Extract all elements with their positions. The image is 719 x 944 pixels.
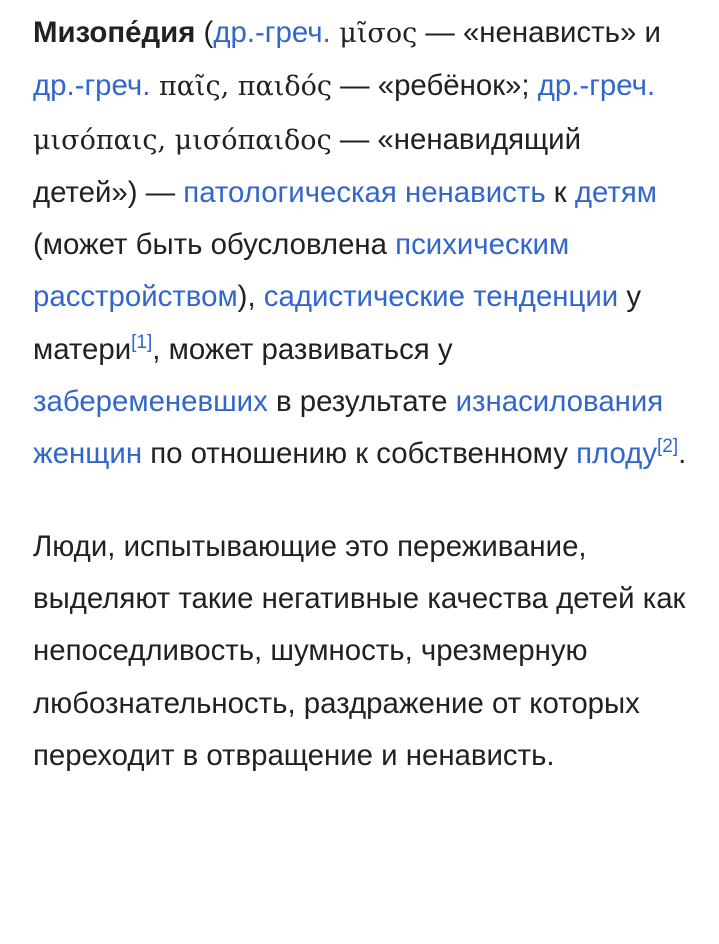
article-paragraph-description: Люди, испытывающие это переживание, выделяют такие негативные качества детей как непоседливость, шумность, чрезмерную любознательность, раздражение от которых переходит в отвращение и ненависть. xyxy=(33,529,686,772)
reference-link-1[interactable] xyxy=(131,332,152,353)
article-paragraph-definition xyxy=(33,7,693,481)
text-fragment: — «ребёнок»; xyxy=(332,69,538,103)
text-fragment: ( xyxy=(195,16,214,49)
greek-word-misos: μῖσος xyxy=(330,18,418,49)
link-ancient-greek-1[interactable]: др.-греч. xyxy=(213,16,331,49)
reference-link-2[interactable] xyxy=(657,436,678,457)
text-fragment: ), xyxy=(237,280,264,314)
greek-word-pais: παῖς, παιδός xyxy=(150,71,333,103)
text-fragment: у матери xyxy=(33,280,642,366)
text-fragment: — «ненавидящий детей») — xyxy=(33,122,582,209)
link-sadistic-tendencies[interactable]: садистические тенденции xyxy=(263,280,619,314)
greek-word-misopais: μισόπαις, μισόπαιδος xyxy=(33,124,332,156)
text-fragment: . xyxy=(678,437,687,471)
reference-2-label[interactable]: [2] xyxy=(657,436,679,458)
text-fragment: — «ненависть» и xyxy=(417,16,661,49)
text-fragment: (может быть обусловлена xyxy=(33,228,396,262)
link-fetus[interactable]: плоду xyxy=(576,437,658,471)
link-pathological-hatred[interactable]: патологическая ненависть xyxy=(183,175,546,209)
text-fragment: , может развиваться у xyxy=(152,332,453,366)
link-children[interactable]: детям xyxy=(574,175,657,209)
link-ancient-greek-2[interactable]: др.-греч. xyxy=(33,69,151,103)
link-rape-of-women[interactable]: изнасилования женщин xyxy=(33,385,664,471)
link-ancient-greek-3[interactable]: др.-греч. xyxy=(537,69,656,103)
text-fragment: к xyxy=(545,175,575,209)
link-pregnant[interactable]: забеременевших xyxy=(33,385,268,419)
link-mental-disorder[interactable]: психическим расстройством xyxy=(33,228,570,314)
text-fragment: в результате xyxy=(267,385,456,419)
text-fragment: по отношению к собственному xyxy=(142,437,577,471)
reference-1-label[interactable]: [1] xyxy=(131,331,153,353)
article-body xyxy=(33,7,693,782)
article-term: Мизопе́дия xyxy=(33,16,196,49)
